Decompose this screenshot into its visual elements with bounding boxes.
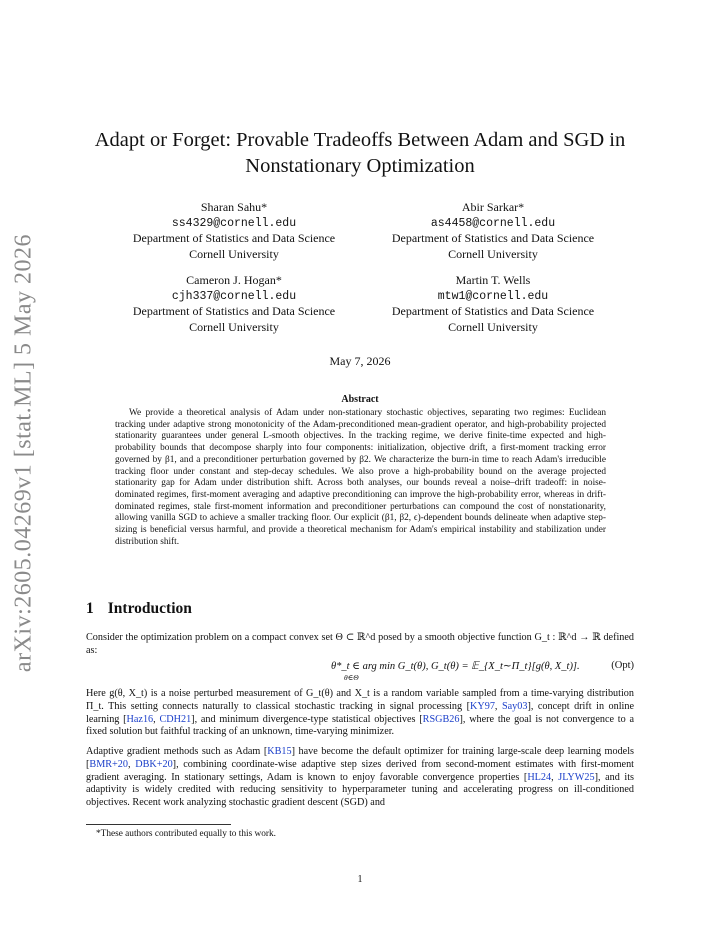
- text-run: ], and its adaptivity is widely credited with reducing sensitivity to hyperparameter tuning and accelerating progress on ill-conditioned objectives. Recent work analyzing stochastic gradient descent (SGD) and: [86, 771, 635, 809]
- author-name: Cameron J. Hogan*: [186, 273, 282, 287]
- author-dept: Department of Statistics and Data Science: [391, 304, 595, 318]
- citation-link[interactable]: Say03: [501, 700, 528, 712]
- text-run: ], and minimum divergence-type statistical objectives [: [191, 713, 423, 725]
- author-univ: Cornell University: [448, 246, 538, 261]
- author-block: [99, 273, 369, 335]
- equation-tag: (Opt): [611, 660, 634, 671]
- arxiv-stamp: [2, 233, 46, 673]
- text-run: Here g(θ, X_t) is a noise perturbed measurement of G_t(θ) and X_t is a random variable sampled from a time-varying distribution Π_t. This setting connects naturally to classical stochastic tracking in signal processing [: [86, 688, 634, 712]
- equation-subscript: θ∈Θ: [344, 673, 359, 682]
- author-univ: Cornell University: [189, 246, 279, 261]
- section-number: 1: [86, 600, 94, 617]
- author-name: Sharan Sahu*: [200, 200, 268, 214]
- text-run: ] have become the default optimizer for training large-scale deep learning models [: [86, 746, 634, 770]
- paper-date: May 7, 2026: [329, 354, 391, 368]
- citation-link[interactable]: BMR+20: [89, 758, 128, 770]
- citation-link[interactable]: KY97: [470, 700, 495, 712]
- intro-paragraph-1: Consider the optimization problem on a compact convex set Θ ⊂ ℝ^d posed by a smooth objective function G_t : ℝ^d → ℝ defined as:: [86, 632, 634, 656]
- intro-paragraph-2: [86, 688, 634, 739]
- citation-link[interactable]: DBK+20: [135, 758, 173, 770]
- author-name: Abir Sarkar*: [461, 200, 525, 214]
- author-email[interactable]: ss4329@cornell.edu: [171, 216, 297, 230]
- citation-link[interactable]: RSGB26: [422, 713, 460, 725]
- citation-link[interactable]: Haz16: [126, 713, 154, 725]
- author-dept: Department of Statistics and Data Science: [132, 304, 336, 318]
- equation-opt: [86, 660, 634, 688]
- text-run: ], combining coordinate-wise adaptive step sizes derived from second-moment estimates with first-moment gradient averaging. In stationary settings, Adam is known to enjoy favorable convergence properties [: [86, 758, 634, 783]
- author-block: [358, 273, 628, 335]
- footnote: *These authors contributed equally to this work.: [96, 829, 276, 839]
- abstract-heading: Abstract: [341, 394, 379, 405]
- citation-link[interactable]: KB15: [267, 746, 292, 757]
- abstract-text: We provide a theoretical analysis of Adam under non-stationary stochastic objectives, separating two regimes: Euclidean tracking under adaptive strong monotonicity of the Adam-preconditioned mean-gradient operator, and high-probability projected stationarity guarantees under general L-smooth objectives. In the tracking regime, we derive finite-time expected and high-probability bounds that decompose sharply into four components: initialization, objective drift, a first-moment tracking error governed by β1, and a preconditioner perturbation governed by β2. We characterize the burn-in time to reach Adam's irreducible tracking floor under constant and step-decay schedules. We also prove a high-probability bound on the average projected stationarity gap for Adam under distribution shift. Across both analyses, our bounds reveal a noise–drift tradeoff: in noise-dominated regimes, first-moment averaging and adaptive preconditioning can improve the high-probability error, whereas in drift-dominated regimes, stale first-moment information and preconditioner perturbations can compound the cost of nonstationarity, allowing vanilla SGD to achieve a smaller tracking floor. Our explicit (β1, β2, ϵ)-dependent bounds delineate when adaptive step-sizing is beneficial versus harmful, and provide a theoretical mechanism for Adam's empirical instability and stabilization under distribution shift.: [115, 408, 606, 547]
- author-univ: Cornell University: [448, 319, 538, 334]
- author-name: Martin T. Wells: [455, 273, 531, 287]
- citation-link[interactable]: JLYW25: [558, 771, 595, 783]
- author-email[interactable]: mtw1@cornell.edu: [437, 289, 549, 303]
- author-block: [358, 200, 628, 262]
- author-email[interactable]: cjh337@cornell.edu: [171, 289, 297, 303]
- citation-link[interactable]: HL24: [527, 771, 552, 783]
- footnote-rule: [86, 824, 231, 825]
- section-heading: [86, 600, 192, 618]
- text-run: ,: [494, 700, 502, 712]
- equation-body: θ*_t ∈ arg min G_t(θ), G_t(θ) = 𝔼_{X_t∼Π_t}[g(θ, X_t)].: [331, 661, 580, 672]
- author-dept: Department of Statistics and Data Science: [391, 231, 595, 245]
- intro-paragraph-3: [86, 746, 634, 810]
- author-block: [99, 200, 369, 262]
- text-run: Adaptive gradient methods such as Adam [: [86, 746, 268, 757]
- text-run: ,: [551, 771, 559, 783]
- author-email[interactable]: as4458@cornell.edu: [430, 216, 556, 230]
- text-run: ,: [128, 758, 136, 770]
- text-run: ], where the goal is not convergence to a fixed solution but faithful tracking of an unknown, time-varying minimizer.: [86, 713, 635, 738]
- author-univ: Cornell University: [189, 319, 279, 334]
- text-run: ,: [153, 713, 160, 725]
- arxiv-stamp-text: arXiv:2605.04269v1 [stat.ML] 5 May 2026: [10, 233, 37, 673]
- text-run: ], concept drift in online learning [: [86, 700, 635, 725]
- page-number: 1: [357, 874, 363, 885]
- author-dept: Department of Statistics and Data Science: [132, 231, 336, 245]
- section-title: Introduction: [107, 600, 192, 617]
- citation-link[interactable]: CDH21: [159, 713, 192, 725]
- paper-title: Adapt or Forget: Provable Tradeoffs Between Adam and SGD in Nonstationary Optimization: [94, 129, 626, 177]
